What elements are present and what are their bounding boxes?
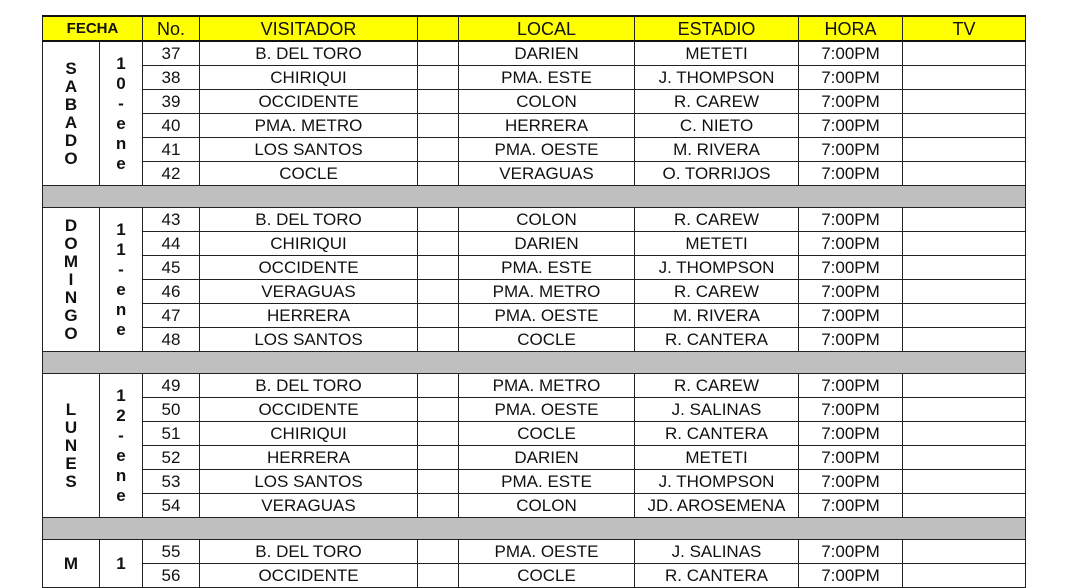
date-label — [100, 540, 143, 588]
cell-tv — [903, 114, 1026, 138]
cell-hora: 7:00PM — [799, 162, 903, 186]
cell-visitador: B. DEL TORO — [200, 208, 418, 232]
cell-local: PMA. METRO — [459, 280, 635, 304]
cell-estadio: C. NIETO — [635, 114, 799, 138]
cell-estadio: JD. AROSEMENA — [635, 494, 799, 518]
cell-estadio: O. TORRIJOS — [635, 162, 799, 186]
cell-no: 46 — [143, 280, 200, 304]
game-row — [43, 422, 1026, 446]
cell-no: 50 — [143, 398, 200, 422]
schedule-body — [43, 16, 1026, 588]
cell-local: COCLE — [459, 328, 635, 352]
game-row — [43, 328, 1026, 352]
cell-local: DARIEN — [459, 446, 635, 470]
blank-cell — [418, 374, 459, 398]
cell-local: COCLE — [459, 564, 635, 588]
cell-visitador: B. DEL TORO — [200, 374, 418, 398]
vertical-char: n — [115, 465, 127, 485]
cell-estadio: M. RIVERA — [635, 138, 799, 162]
cell-estadio: J. THOMPSON — [635, 256, 799, 280]
header-tv: TV — [903, 16, 1026, 41]
cell-tv — [903, 328, 1026, 352]
cell-local: COLON — [459, 208, 635, 232]
game-row — [43, 470, 1026, 494]
vertical-char: M — [63, 553, 79, 573]
vertical-char: A — [64, 76, 78, 96]
cell-no: 42 — [143, 162, 200, 186]
blank-cell — [418, 256, 459, 280]
cell-hora: 7:00PM — [799, 470, 903, 494]
cell-no: 54 — [143, 494, 200, 518]
cell-local: PMA. OESTE — [459, 540, 635, 564]
cell-estadio: R. CANTERA — [635, 328, 799, 352]
cell-tv — [903, 374, 1026, 398]
cell-hora: 7:00PM — [799, 304, 903, 328]
cell-visitador: HERRERA — [200, 304, 418, 328]
cell-tv — [903, 41, 1026, 66]
cell-no: 48 — [143, 328, 200, 352]
cell-local: DARIEN — [459, 232, 635, 256]
game-row — [43, 138, 1026, 162]
cell-no: 45 — [143, 256, 200, 280]
day-label-text — [43, 555, 99, 573]
cell-estadio: M. RIVERA — [635, 304, 799, 328]
cell-tv — [903, 470, 1026, 494]
blank-cell — [418, 446, 459, 470]
game-row — [43, 304, 1026, 328]
day-separator — [43, 518, 1026, 540]
separator-cell — [43, 518, 1026, 540]
cell-hora: 7:00PM — [799, 208, 903, 232]
cell-hora: 7:00PM — [799, 280, 903, 304]
cell-visitador: CHIRIQUI — [200, 232, 418, 256]
vertical-char: N — [64, 287, 78, 307]
cell-no: 40 — [143, 114, 200, 138]
vertical-char: O — [64, 323, 78, 343]
vertical-char: 2 — [116, 405, 126, 425]
cell-estadio: J. SALINAS — [635, 540, 799, 564]
cell-no: 49 — [143, 374, 200, 398]
cell-no: 38 — [143, 66, 200, 90]
day-label — [43, 374, 100, 518]
game-row — [43, 280, 1026, 304]
cell-no: 53 — [143, 470, 200, 494]
day-label — [43, 41, 100, 186]
cell-tv — [903, 162, 1026, 186]
vertical-char: M — [63, 251, 79, 271]
cell-estadio: J. THOMPSON — [635, 66, 799, 90]
cell-estadio: METETI — [635, 232, 799, 256]
cell-local: VERAGUAS — [459, 162, 635, 186]
cell-local: HERRERA — [459, 114, 635, 138]
game-row — [43, 564, 1026, 588]
cell-hora: 7:00PM — [799, 540, 903, 564]
vertical-char: 1 — [116, 219, 126, 239]
vertical-char: B — [64, 94, 78, 114]
schedule-table — [42, 15, 1026, 588]
vertical-char: 1 — [116, 53, 126, 73]
cell-estadio: R. CANTERA — [635, 422, 799, 446]
cell-hora: 7:00PM — [799, 328, 903, 352]
cell-hora: 7:00PM — [799, 138, 903, 162]
cell-tv — [903, 232, 1026, 256]
date-label — [100, 374, 143, 518]
game-row — [43, 256, 1026, 280]
game-row — [43, 162, 1026, 186]
vertical-char: e — [116, 279, 126, 299]
cell-tv — [903, 564, 1026, 588]
day-label — [43, 208, 100, 352]
cell-no: 51 — [143, 422, 200, 446]
cell-tv — [903, 494, 1026, 518]
cell-hora: 7:00PM — [799, 66, 903, 90]
cell-local: PMA. ESTE — [459, 256, 635, 280]
cell-hora: 7:00PM — [799, 422, 903, 446]
game-row — [43, 540, 1026, 564]
game-row — [43, 232, 1026, 256]
game-row — [43, 494, 1026, 518]
separator-cell — [43, 352, 1026, 374]
cell-no: 41 — [143, 138, 200, 162]
blank-cell — [418, 208, 459, 232]
header-visitador: VISITADOR — [200, 16, 418, 41]
cell-no: 43 — [143, 208, 200, 232]
cell-local: COLON — [459, 494, 635, 518]
cell-visitador: B. DEL TORO — [200, 41, 418, 66]
cell-hora: 7:00PM — [799, 256, 903, 280]
cell-local: DARIEN — [459, 41, 635, 66]
vertical-char: - — [118, 93, 124, 113]
cell-hora: 7:00PM — [799, 90, 903, 114]
blank-cell — [418, 66, 459, 90]
blank-cell — [418, 162, 459, 186]
blank-cell — [418, 422, 459, 446]
date-label-text — [100, 554, 142, 574]
cell-visitador: VERAGUAS — [200, 494, 418, 518]
header-hora: HORA — [799, 16, 903, 41]
date-label-text — [100, 220, 142, 340]
vertical-char: e — [116, 319, 126, 339]
cell-visitador: VERAGUAS — [200, 280, 418, 304]
cell-estadio: R. CAREW — [635, 90, 799, 114]
cell-local: PMA. OESTE — [459, 398, 635, 422]
vertical-char: N — [64, 435, 78, 455]
blank-cell — [418, 398, 459, 422]
day-separator — [43, 352, 1026, 374]
blank-cell — [418, 540, 459, 564]
header-estadio: ESTADIO — [635, 16, 799, 41]
date-label — [100, 41, 143, 186]
cell-no: 55 — [143, 540, 200, 564]
game-row — [43, 114, 1026, 138]
cell-local: PMA. ESTE — [459, 66, 635, 90]
cell-tv — [903, 422, 1026, 446]
cell-hora: 7:00PM — [799, 374, 903, 398]
cell-hora: 7:00PM — [799, 41, 903, 66]
cell-no: 37 — [143, 41, 200, 66]
vertical-char: n — [115, 133, 127, 153]
header-row — [43, 16, 1026, 41]
cell-local: PMA. OESTE — [459, 304, 635, 328]
vertical-char: e — [116, 485, 126, 505]
vertical-char: O — [64, 233, 78, 253]
vertical-char: A — [64, 112, 78, 132]
cell-estadio: METETI — [635, 446, 799, 470]
header-blank — [418, 16, 459, 41]
vertical-char: D — [64, 130, 78, 150]
blank-cell — [418, 304, 459, 328]
vertical-char: - — [118, 425, 124, 445]
cell-hora: 7:00PM — [799, 232, 903, 256]
date-label-text — [100, 54, 142, 174]
cell-local: COCLE — [459, 422, 635, 446]
vertical-char: - — [118, 259, 124, 279]
vertical-char: L — [65, 399, 77, 419]
cell-hora: 7:00PM — [799, 114, 903, 138]
cell-visitador: LOS SANTOS — [200, 328, 418, 352]
cell-estadio: R. CAREW — [635, 280, 799, 304]
blank-cell — [418, 232, 459, 256]
vertical-char: 1 — [116, 385, 126, 405]
cell-tv — [903, 398, 1026, 422]
vertical-char: S — [65, 471, 77, 491]
cell-visitador: LOS SANTOS — [200, 138, 418, 162]
header-local: LOCAL — [459, 16, 635, 41]
blank-cell — [418, 470, 459, 494]
cell-tv — [903, 280, 1026, 304]
blank-cell — [418, 90, 459, 114]
cell-visitador: COCLE — [200, 162, 418, 186]
vertical-char: U — [64, 417, 78, 437]
cell-no: 52 — [143, 446, 200, 470]
vertical-char: n — [115, 299, 127, 319]
vertical-char: S — [65, 58, 77, 78]
cell-hora: 7:00PM — [799, 564, 903, 588]
game-row — [43, 398, 1026, 422]
game-row — [43, 446, 1026, 470]
cell-estadio: R. CANTERA — [635, 564, 799, 588]
cell-hora: 7:00PM — [799, 446, 903, 470]
vertical-char: D — [64, 215, 78, 235]
cell-tv — [903, 446, 1026, 470]
cell-visitador: B. DEL TORO — [200, 540, 418, 564]
vertical-char: 1 — [116, 239, 126, 259]
cell-visitador: HERRERA — [200, 446, 418, 470]
vertical-char: E — [65, 453, 77, 473]
game-row — [43, 374, 1026, 398]
cell-visitador: CHIRIQUI — [200, 422, 418, 446]
game-row — [43, 41, 1026, 66]
vertical-char: G — [64, 305, 78, 325]
cell-visitador: OCCIDENTE — [200, 256, 418, 280]
cell-visitador: OCCIDENTE — [200, 564, 418, 588]
cell-estadio: R. CAREW — [635, 374, 799, 398]
cell-visitador: LOS SANTOS — [200, 470, 418, 494]
cell-estadio: R. CAREW — [635, 208, 799, 232]
cell-hora: 7:00PM — [799, 398, 903, 422]
header-no: No. — [143, 16, 200, 41]
vertical-char: e — [116, 113, 126, 133]
game-row — [43, 66, 1026, 90]
cell-local: PMA. OESTE — [459, 138, 635, 162]
day-label-text — [43, 401, 99, 491]
cell-no: 39 — [143, 90, 200, 114]
separator-cell — [43, 186, 1026, 208]
cell-tv — [903, 208, 1026, 232]
vertical-char: e — [116, 445, 126, 465]
cell-estadio: J. SALINAS — [635, 398, 799, 422]
cell-local: PMA. ESTE — [459, 470, 635, 494]
cell-estadio: J. THOMPSON — [635, 470, 799, 494]
blank-cell — [418, 41, 459, 66]
cell-hora: 7:00PM — [799, 494, 903, 518]
cell-estadio: METETI — [635, 41, 799, 66]
cell-no: 44 — [143, 232, 200, 256]
cell-visitador: PMA. METRO — [200, 114, 418, 138]
cell-visitador: CHIRIQUI — [200, 66, 418, 90]
blank-cell — [418, 138, 459, 162]
day-separator — [43, 186, 1026, 208]
cell-tv — [903, 256, 1026, 280]
vertical-char: I — [68, 269, 74, 289]
vertical-char: 0 — [116, 73, 126, 93]
blank-cell — [418, 328, 459, 352]
blank-cell — [418, 494, 459, 518]
cell-visitador: OCCIDENTE — [200, 90, 418, 114]
game-row — [43, 208, 1026, 232]
cell-tv — [903, 66, 1026, 90]
cell-tv — [903, 90, 1026, 114]
vertical-char: O — [64, 148, 78, 168]
cell-local: PMA. METRO — [459, 374, 635, 398]
game-row — [43, 90, 1026, 114]
date-label — [100, 208, 143, 352]
cell-tv — [903, 138, 1026, 162]
vertical-char: e — [116, 153, 126, 173]
day-label-text — [43, 60, 99, 168]
cell-tv — [903, 304, 1026, 328]
day-label-text — [43, 217, 99, 343]
cell-no: 47 — [143, 304, 200, 328]
vertical-char: 1 — [116, 553, 126, 573]
cell-no: 56 — [143, 564, 200, 588]
date-label-text — [100, 386, 142, 506]
cell-local: COLON — [459, 90, 635, 114]
cell-tv — [903, 540, 1026, 564]
cell-visitador: OCCIDENTE — [200, 398, 418, 422]
blank-cell — [418, 564, 459, 588]
day-label — [43, 540, 100, 588]
blank-cell — [418, 114, 459, 138]
blank-cell — [418, 280, 459, 304]
header-fecha: FECHA — [43, 16, 143, 41]
